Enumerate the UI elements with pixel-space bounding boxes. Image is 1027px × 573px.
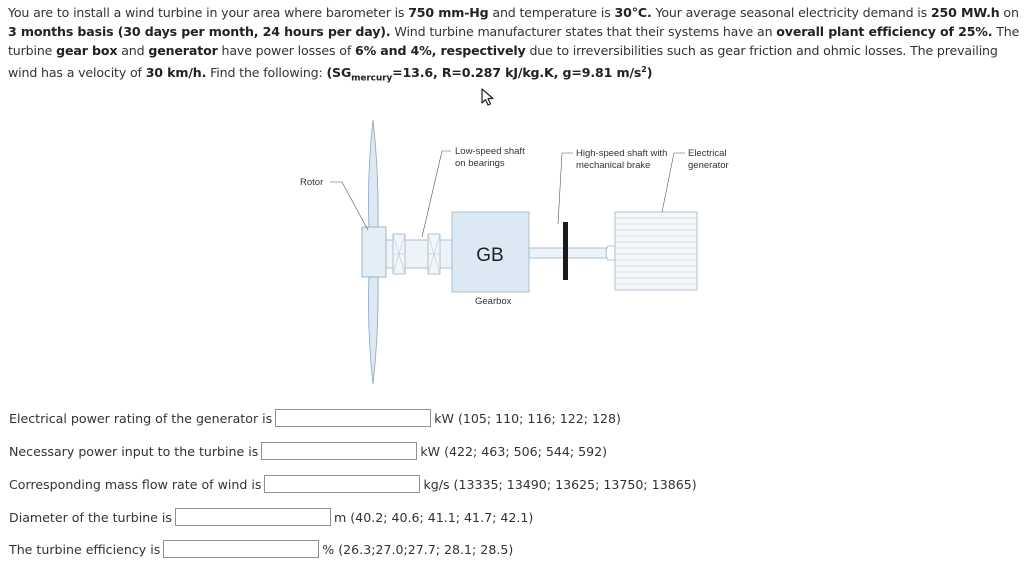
problem-emphasis: 6% and 4%, respectively	[354, 43, 526, 58]
rotor-blade-bottom	[369, 274, 379, 384]
problem-text: and	[117, 43, 149, 58]
diameter-input[interactable]	[175, 508, 331, 526]
high-speed-shaft-label-2: mechanical brake	[576, 160, 651, 171]
shaft-coupling	[606, 246, 615, 260]
bearing-2	[428, 234, 440, 274]
question-label: Electrical power rating of the generator is	[9, 410, 273, 426]
problem-text: The turbine	[8, 24, 1020, 58]
low-speed-leader-line	[422, 151, 451, 237]
answer-options: kW (105; 110; 116; 122; 128)	[434, 410, 621, 426]
problem-text: due to irreversibilities such as gear friction and ohmic losses. The prevailing wind has a velocity of	[8, 43, 998, 81]
generator-power-input[interactable]	[275, 409, 431, 427]
efficiency-input[interactable]	[163, 540, 319, 558]
question-row-efficiency	[9, 539, 513, 559]
problem-emphasis: 250 MW.h	[930, 5, 1000, 20]
answer-options: kg/s (13335; 13490; 13625; 13750; 13865)	[423, 476, 697, 492]
gearbox-label: Gearbox	[475, 296, 512, 307]
given-constants: ($SG_{mercury}=13.6$, R=0.287 kJ/kg.K, g=9.81 $m/s^2$)	[326, 65, 653, 84]
problem-text: Find the following:	[206, 65, 327, 81]
question-label: The turbine efficiency is	[9, 541, 161, 557]
rotor-hub	[362, 227, 386, 277]
problem-emphasis: 3 months basis (30 days per month, 24 hours per day).	[8, 24, 391, 39]
problem-text: on	[999, 5, 1019, 20]
high-speed-shaft-label-1: High-speed shaft with	[576, 148, 668, 159]
generator-label-1: Electrical	[688, 148, 727, 159]
mass-flow-input[interactable]	[264, 475, 420, 493]
gb-label: GB	[476, 245, 504, 266]
rotor-blade-top	[369, 120, 379, 230]
problem-emphasis: 30 km/h.	[145, 65, 207, 81]
problem-emphasis: 750 mm-Hg	[408, 5, 489, 20]
high-speed-shaft	[529, 248, 615, 258]
turbine-power-input[interactable]	[261, 442, 417, 460]
problem-emphasis: overall plant efficiency of 25%.	[776, 24, 993, 39]
low-speed-shaft-label-1: Low-speed shaft	[455, 146, 525, 157]
answer-options: % (26.3;27.0;27.7; 28.1; 28.5)	[322, 541, 514, 557]
rotor-leader-line	[330, 182, 368, 230]
problem-text: You are to install a wind turbine in your area where barometer is	[8, 5, 409, 20]
problem-emphasis: generator	[148, 43, 218, 58]
generator-label-2: generator	[688, 160, 729, 171]
problem-emphasis: gear box	[56, 43, 118, 58]
bearing-1	[393, 234, 405, 274]
question-row-generator-power	[9, 408, 621, 428]
answer-options: m (40.2; 40.6; 41.1; 41.7; 42.1)	[334, 509, 534, 525]
mouse-cursor-icon	[480, 88, 496, 108]
generator-leader-line	[662, 153, 685, 212]
question-row-diameter	[9, 507, 533, 527]
mechanical-brake	[563, 222, 568, 280]
problem-statement	[8, 3, 1022, 89]
wind-turbine-diagram	[290, 112, 729, 387]
question-row-power-input	[9, 441, 607, 461]
problem-text: Your average seasonal electricity demand is	[651, 5, 931, 20]
problem-text: have power losses of	[217, 43, 355, 58]
problem-text: and temperature is	[488, 5, 615, 20]
rotor-label: Rotor	[300, 177, 324, 188]
question-row-mass-flow	[9, 474, 697, 494]
low-speed-shaft-label-2: on bearings	[455, 158, 505, 169]
problem-text: Wind turbine manufacturer states that their systems have an	[390, 24, 777, 39]
problem-emphasis: 30°C.	[614, 5, 652, 20]
question-label: Necessary power input to the turbine is	[9, 443, 259, 459]
electrical-generator-box	[615, 212, 697, 290]
question-label: Corresponding mass flow rate of wind is	[9, 476, 262, 492]
question-label: Diameter of the turbine is	[9, 509, 172, 525]
answer-options: kW (422; 463; 506; 544; 592)	[420, 443, 608, 459]
high-speed-leader-line	[558, 153, 573, 224]
